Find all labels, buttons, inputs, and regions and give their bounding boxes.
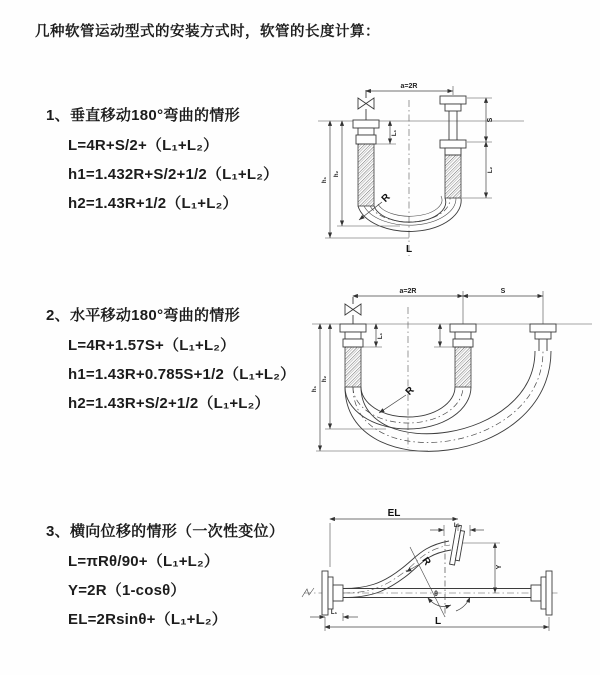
angle-label: θ (434, 591, 438, 598)
right-flange (531, 571, 552, 615)
break-mark (302, 588, 314, 597)
dim-label-l: L (434, 616, 442, 627)
dimension-s (463, 288, 543, 324)
dimension-a2r (366, 83, 453, 95)
section-vertical-movement (46, 104, 278, 218)
right-pipe-flange (440, 96, 466, 198)
dim-label-l1: L₁ (378, 332, 384, 340)
dim-label-el: EL (387, 508, 401, 519)
dimension-el (330, 508, 458, 567)
formula-h1: h1=1.432R+S/2+1/2（L₁+L₂） (68, 166, 279, 183)
length-label: L (405, 244, 413, 255)
diagram-lateral-displacement (298, 505, 598, 650)
formula-h1: h1=1.43R+0.785S+1/2（L₁+L₂） (68, 366, 296, 383)
section-horizontal-movement (46, 304, 295, 418)
dim-label-s: S (500, 288, 506, 295)
valve-icon (358, 90, 374, 120)
dim-label-l2: L₂ (453, 523, 461, 529)
section-lateral-displacement (46, 520, 284, 634)
middle-pipe-flange (450, 324, 476, 387)
reference-lines (318, 100, 524, 256)
valve-icon (345, 297, 361, 324)
section-1-formulas (68, 131, 278, 218)
dimension-a2r (353, 288, 463, 296)
section-2-formulas (68, 331, 295, 418)
dimension-l2 (462, 142, 494, 198)
dim-label-a2r: a=2R (400, 83, 418, 90)
left-pipe-flange (353, 120, 379, 206)
dimension-s (467, 98, 494, 142)
left-pipe-flange (340, 324, 366, 387)
diagram-horizontal-180-bend (308, 283, 598, 463)
dim-label-h1: h₁ (322, 176, 328, 184)
formula-h2: h2=1.43R+S/2+1/2（L₁+L₂） (68, 395, 270, 412)
dim-label-l1: L₁ (392, 129, 398, 137)
section-1-heading: 1、垂直移动180°弯曲的情形 (46, 107, 240, 124)
displaced-end-flange (450, 525, 466, 566)
formula-l: L=4R+S/2+（L₁+L₂） (68, 137, 219, 154)
section-3-heading: 3、横向位移的情形（一次性变位） (46, 523, 285, 540)
section-2-heading: 2、水平移动180°弯曲的情形 (46, 307, 240, 324)
radius-label: R (419, 555, 433, 568)
dim-label-s: S (487, 117, 494, 123)
diagram-vertical-180-bend (312, 78, 590, 268)
radius-callout (406, 555, 433, 572)
dimension-y (462, 543, 503, 593)
page-title: 几种软管运动型式的安装方式时，软管的长度计算： (35, 24, 380, 40)
section-3-formulas (68, 547, 284, 634)
dim-label-a2r: a=2R (399, 288, 417, 295)
left-flange (322, 571, 343, 615)
dim-label-h1: h₁ (312, 385, 318, 393)
formula-l: L=4R+1.57S+（L₁+L₂） (68, 337, 236, 354)
dim-label-h2: h₂ (334, 170, 340, 178)
formula-el: EL=2Rsinθ+（L₁+L₂） (68, 611, 227, 628)
radius-label: R (403, 384, 417, 398)
formula-h2: h2=1.43R+1/2（L₁+L₂） (68, 195, 238, 212)
radius-label: R (379, 191, 393, 205)
formula-l: L=πRθ/90+（L₁+L₂） (68, 553, 220, 570)
dimension-l (325, 616, 549, 631)
formula-y: Y=2R（1-cosθ） (68, 582, 186, 599)
hose-s-curve (343, 541, 451, 598)
radius-callout (379, 384, 417, 413)
hose-u-bend-position-2 (345, 351, 551, 451)
right-pipe-flange (530, 324, 556, 351)
dim-label-l2: L₂ (488, 166, 494, 174)
dim-label-l1: L₁ (330, 610, 338, 616)
dim-label-y: Y (496, 564, 503, 570)
dim-label-h2: h₂ (322, 375, 328, 383)
dimension-l1 (310, 610, 358, 621)
